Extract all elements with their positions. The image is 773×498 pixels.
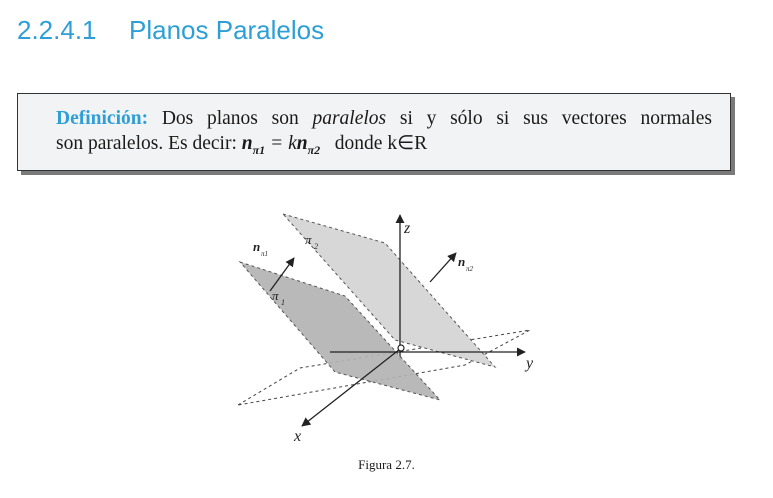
word: son (271, 108, 299, 129)
x-axis-label: x (294, 428, 302, 445)
normal-vector-2 (430, 253, 456, 282)
word: y (426, 108, 437, 129)
normal-1-label-sub: π1 (261, 250, 269, 258)
section-title: Planos Paralelos (129, 15, 325, 45)
normal-2-label-sub: π2 (466, 265, 474, 273)
formula-n1-sub: π1 (252, 142, 266, 157)
word-emphasis: paralelos (312, 108, 387, 129)
formula-n1: n (241, 133, 253, 154)
z-axis-label: z (404, 220, 411, 237)
formula-n2-sub: π2 (307, 142, 321, 157)
formula-tail: donde k∈R (334, 133, 428, 154)
origin-point (398, 345, 404, 351)
formula-n2: n (296, 133, 308, 154)
word: planos (206, 108, 258, 129)
section-number: 2.2.4.1 (17, 15, 97, 45)
figure-caption: Figura 2.7. (358, 457, 415, 472)
normal-2-label: n (458, 254, 466, 269)
word: si (496, 108, 510, 129)
word: Dos (161, 108, 194, 129)
definition-text: son paralelos. Es decir: (56, 133, 237, 154)
plane-pi1-label: π (272, 288, 279, 303)
definition-label: Definición: (56, 108, 149, 129)
plane-pi1-label-sub: 1 (281, 298, 285, 307)
word: vectores (561, 108, 627, 129)
plane-pi2-label-sub: 2 (314, 242, 318, 251)
word: sólo (450, 108, 483, 129)
normal-1-label: n (253, 239, 261, 254)
word: sus (523, 108, 549, 129)
y-axis-label: y (526, 355, 534, 372)
word: normales (640, 108, 712, 129)
formula-eq: = k (270, 133, 297, 154)
plane-pi2-label: π (305, 232, 312, 247)
word: si (399, 108, 413, 129)
